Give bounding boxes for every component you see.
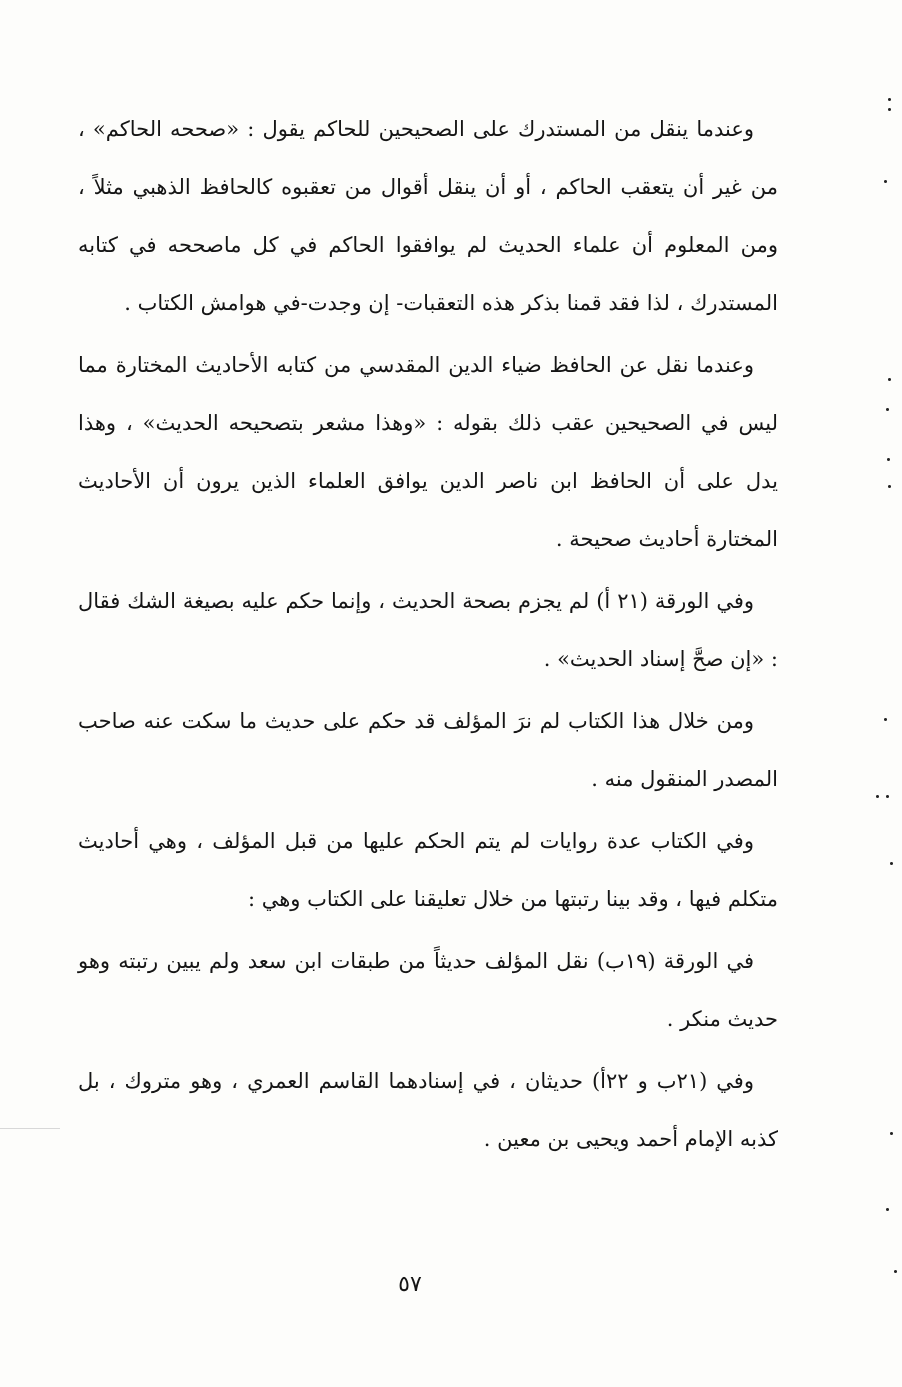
paragraph-folio-19b: في الورقة (١٩ب) نقل المؤلف حديثاً من طبقات ابن سعد ولم يبين رتبته وهو حديث منكر . (78, 949, 778, 1031)
margin-dot (886, 1208, 889, 1211)
paragraph-mukhtara: وعندما نقل عن الحافظ ضياء الدين المقدسي من كتابه الأحاديث المختارة مما ليس في الصحيحين عقب ذلك بقوله : «وهذا مشعر بتصحيحه الحديث» ، وهذا يدل على أن الحافظ ابن ناصر الدين يوافق العلماء الذين يرون أن الأحاديث المختارة أحاديث صحيحة . (78, 353, 778, 551)
margin-dot (890, 862, 893, 865)
margin-dot (888, 378, 891, 381)
body-text (78, 100, 778, 1172)
margin-dot (888, 485, 891, 488)
margin-dot (888, 108, 891, 111)
margin-dot (886, 795, 889, 798)
margin-dot (886, 408, 889, 411)
margin-dot (887, 458, 890, 461)
page-number: ٥٧ (398, 1272, 422, 1297)
margin-dot (888, 98, 891, 101)
margin-dot (884, 718, 887, 721)
paragraph-silence: ومن خلال هذا الكتاب لم نرَ المؤلف قد حكم على حديث ما سكت عنه صاحب المصدر المنقول منه . (78, 709, 778, 791)
paragraph-folio-21a: وفي الورقة (٢١ أ) لم يجزم بصحة الحديث ، وإنما حكم عليه بصيغة الشك فقال : «إن صحَّ إسناد الحديث» . (78, 589, 778, 671)
paragraph-narrations: وفي الكتاب عدة روايات لم يتم الحكم عليها من قبل المؤلف ، وهي أحاديث متكلم فيها ، وقد بينا رتبتها من خلال تعليقنا على الكتاب وهي : (78, 829, 778, 911)
margin-dot (876, 795, 879, 798)
scan-edge-line (0, 1128, 60, 1129)
margin-dot (890, 1132, 893, 1135)
margin-dot (884, 180, 887, 183)
margin-dot (894, 1270, 897, 1273)
paragraph-mustadrak: وعندما ينقل من المستدرك على الصحيحين للحاكم يقول : «صححه الحاكم» ، من غير أن يتعقب الحاكم ، أو أن ينقل أقوال من تعقبوه كالحافظ الذهبي مثلاً ، ومن المعلوم أن علماء الحديث لم يوافقوا الحاكم في كل ماصححه في كتابه المستدرك ، لذا فقد قمنا بذكر هذه التعقبات- إن وجدت-في هوامش الكتاب . (78, 117, 778, 315)
paragraph-folio-21b-22a: وفي (٢١ب و ٢٢أ) حديثان ، في إسنادهما القاسم العمري ، وهو متروك ، بل كذبه الإمام أحمد ويحيى بن معين . (78, 1069, 778, 1151)
